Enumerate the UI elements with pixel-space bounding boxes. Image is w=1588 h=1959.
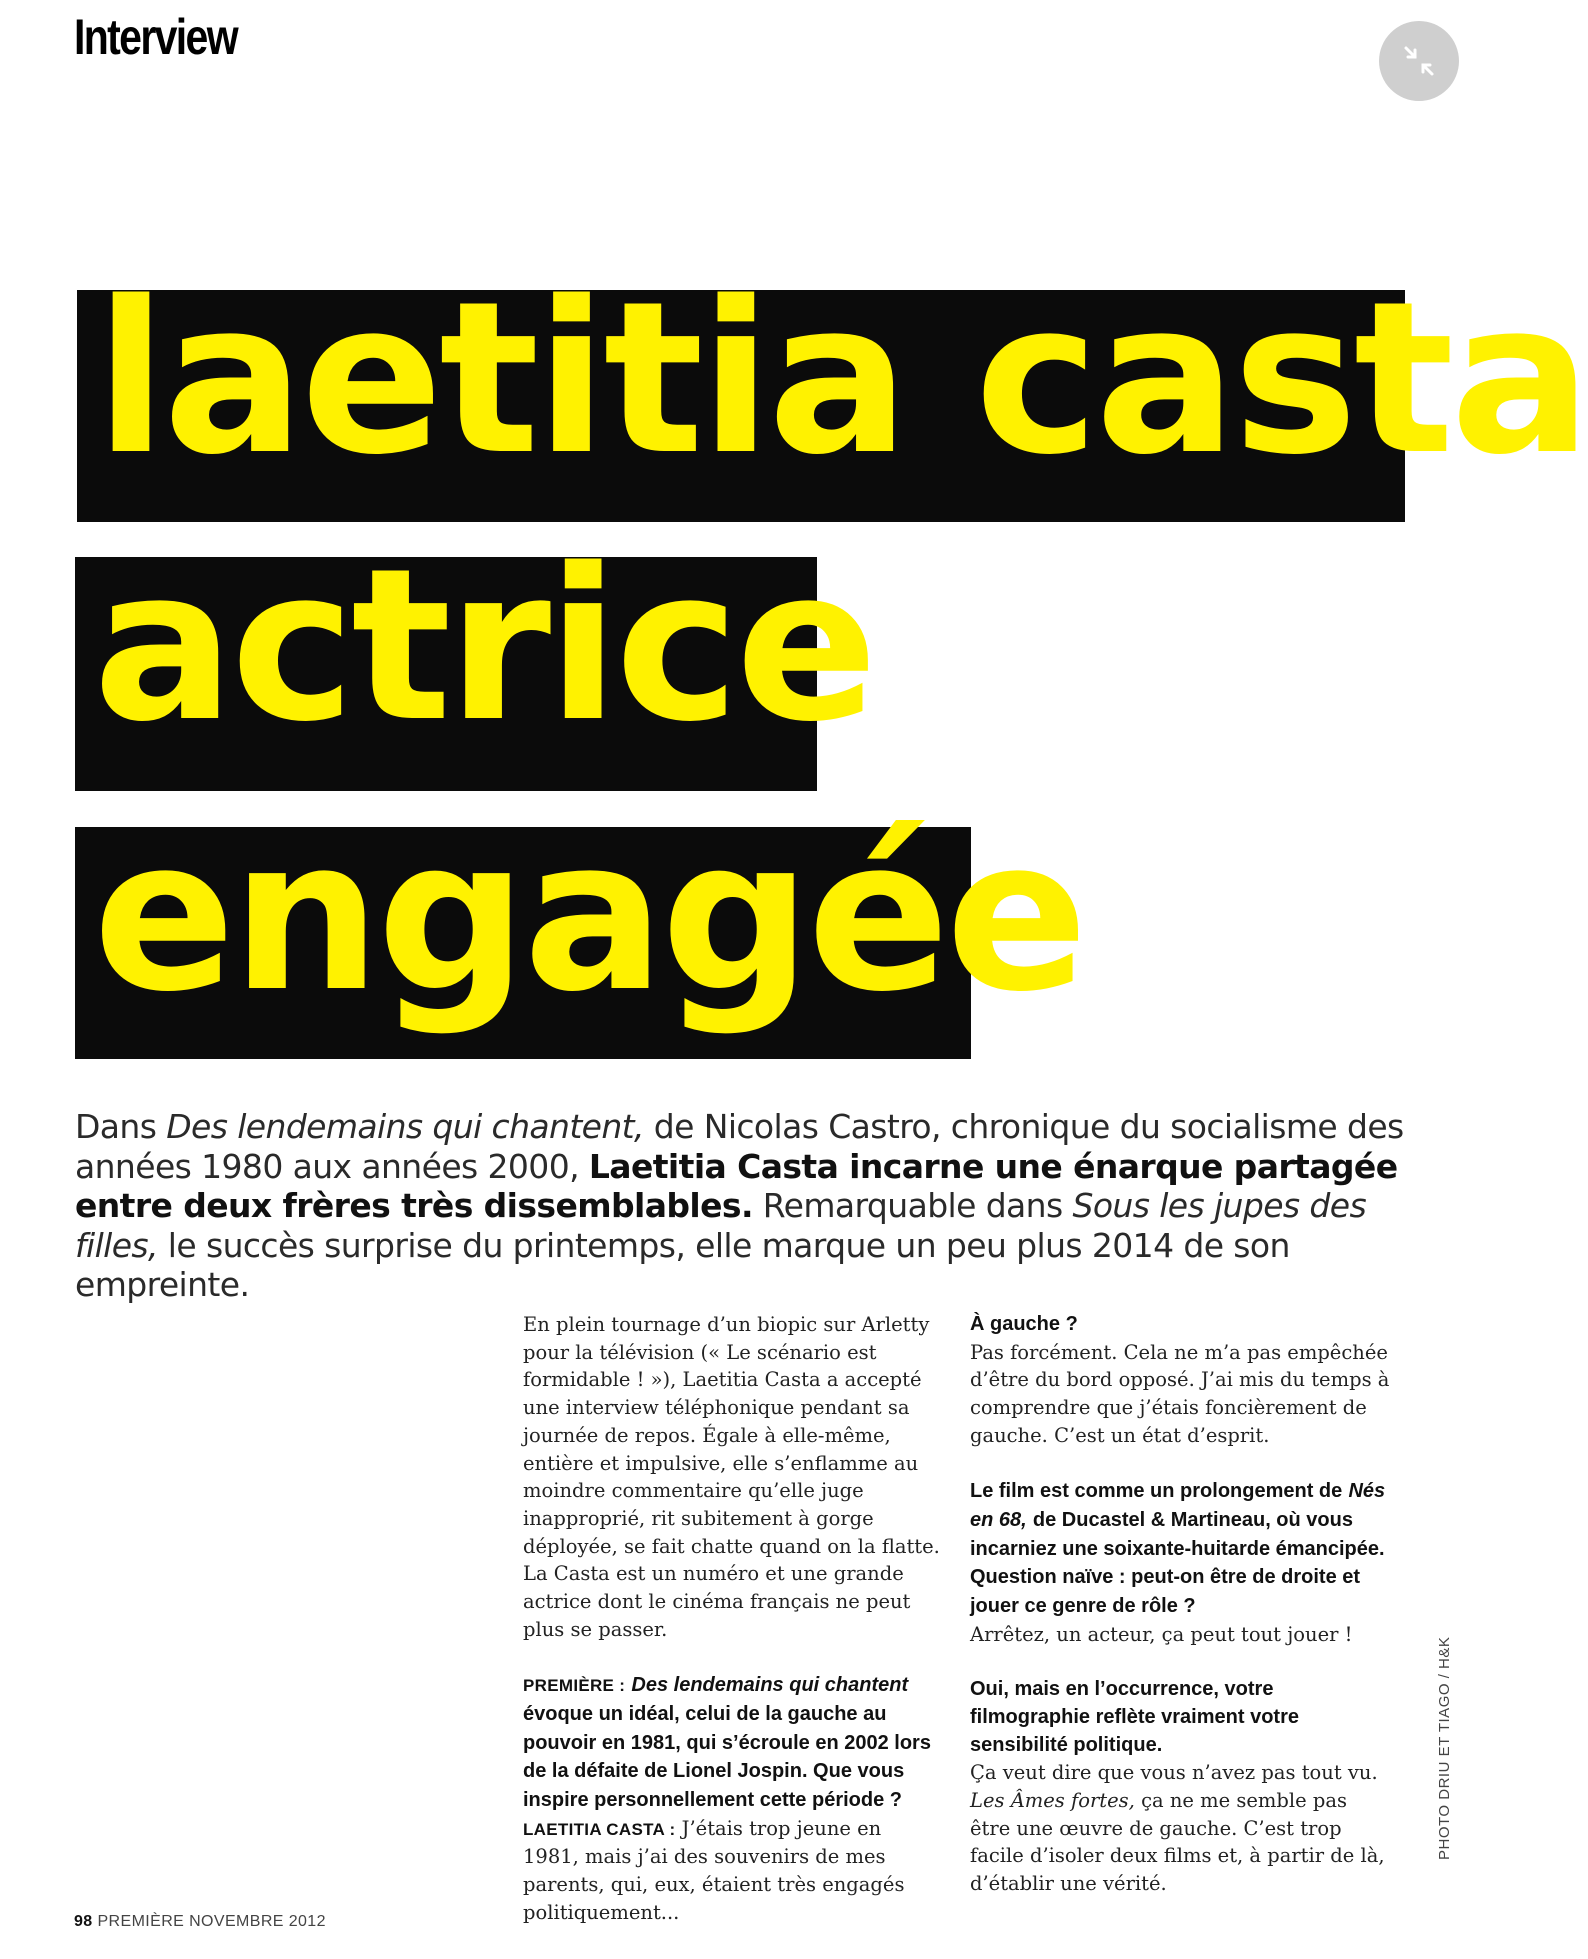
question-1: PREMIÈRE : Des lendemains qui chantent évoque un idéal, celui de la gauche au pouvoir en 1981, qui s’écroule en 2002 lors de la défaite de Lionel Jospin. Que vous inspire personnellement cette période ? bbox=[523, 1674, 931, 1811]
section-label: Interview bbox=[74, 9, 237, 65]
answer-3: Arrêtez, un acteur, ça peut tout jouer ! bbox=[970, 1622, 1353, 1646]
title-line-2 bbox=[75, 523, 875, 791]
title-text-1: laetitia casta bbox=[95, 256, 1588, 501]
answer-4: Ça veut dire que vous n’avez pas tout vu. Les Âmes fortes, ça ne me semble pas être une œuvre de gauche. C’est trop facile d’isoler deux films et, à partir de là, d’établir une vérité. bbox=[970, 1761, 1385, 1896]
shrink-arrows-icon bbox=[1379, 21, 1459, 101]
standfirst: Dans Des lendemains qui chantent, de Nicolas Castro, chronique du socialisme des années 1980 aux années 2000, Laetitia Casta incarne une énarque partagée entre deux frères très dissemblables. Remarquable dans Sous les jupes des filles, le succès surprise du printemps, elle marque un peu plus 2014 de son empreinte. bbox=[75, 1107, 1404, 1304]
title-text-2: actrice bbox=[93, 523, 875, 768]
page-number: 98 bbox=[74, 1913, 93, 1930]
title-line-1 bbox=[77, 256, 1588, 522]
photo-credit: PHOTO DRIU ET TIAGO / H&K bbox=[1436, 1636, 1453, 1860]
magazine-issue: PREMIÈRE NOVEMBRE 2012 bbox=[97, 1913, 326, 1930]
question-2: À gauche ? bbox=[970, 1313, 1078, 1335]
shrink-button[interactable] bbox=[1379, 21, 1459, 101]
article-column-2 bbox=[970, 1311, 1390, 1898]
question-3: Le film est comme un prolongement de Nés en 68, de Ducastel & Martineau, où vous incarniez une soixante-huitarde émancipée. Question naïve : peut-on être de droite et jouer ce genre de rôle ? bbox=[970, 1480, 1386, 1618]
intro-paragraph: En plein tournage d’un biopic sur Arletty pour la télévision (« Le scénario est formidable ! »), Laetitia Casta a accepté une interview téléphonique pendant sa journée de repos. Égale à elle-même, entière et impulsive, elle s’enflamme au moindre commentaire qu’elle juge inapproprié, rit subitement à gorge déployée, se fait chatte quand on la flatte. La Casta est un numéro et une grande actrice dont le cinéma français ne peut plus se passer. bbox=[523, 1313, 940, 1641]
answer-2: Pas forcément. Cela ne m’a pas empêchée d’être du bord opposé. J’ai mis du temps à comprendre que j’étais foncièrement de gauche. C’est un état d’esprit. bbox=[970, 1340, 1390, 1447]
article-column-1 bbox=[523, 1311, 943, 1926]
title-text-3: engagée bbox=[93, 793, 1085, 1038]
page-footer bbox=[74, 1913, 326, 1931]
question-4: Oui, mais en l’occurrence, votre filmographie reflète vraiment votre sensibilité politique. bbox=[970, 1678, 1299, 1756]
title-line-3 bbox=[75, 793, 1085, 1059]
answer-1: LAETITIA CASTA : J’étais trop jeune en 1981, mais j’ai des souvenirs de mes parents, qui, eux, étaient très engagés politiquement... bbox=[523, 1816, 905, 1924]
